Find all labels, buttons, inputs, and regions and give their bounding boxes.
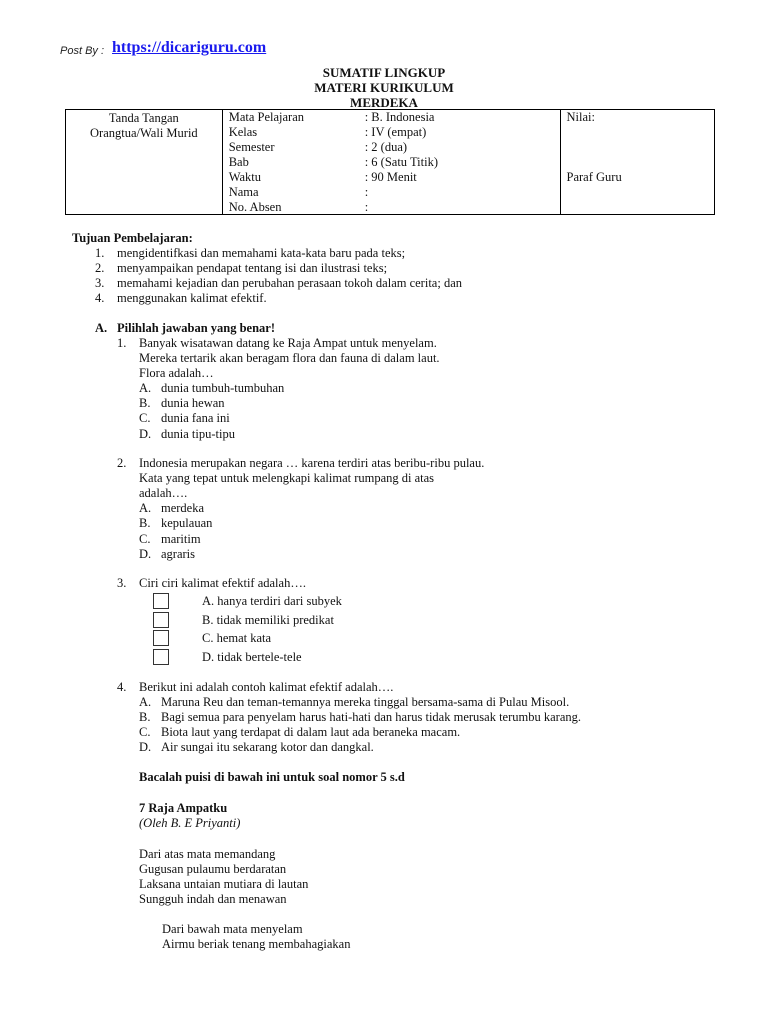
question-number: 4. [117,680,127,694]
option-letter: D. [139,740,152,754]
option-text[interactable]: Air sungai itu sekarang kotor dan dangkal. [161,740,374,754]
option-letter: D. [139,547,152,561]
objective-text: memahami kejadian dan perubahan perasaan tokoh dalam cerita; dan [117,276,462,290]
answer-checkbox[interactable] [153,630,169,646]
option-letter: B. [139,516,151,530]
option-text[interactable]: agraris [161,547,196,561]
objective-num: 4. [95,291,105,305]
option-text[interactable]: Biota laut yang terdapat di dalam laut ada beraneka macam. [161,725,461,739]
objectives-heading: Tujuan Pembelajaran: [72,231,193,245]
poem-title: 7 Raja Ampatku [139,801,228,815]
option-text[interactable]: maritim [161,532,201,546]
poem-line: Gugusan pulaumu berdaratan [139,862,287,876]
option-text[interactable]: dunia hewan [161,396,225,410]
field-value: : B. Indonesia [364,110,435,124]
section-a-heading: Pilihlah jawaban yang benar! [117,321,276,335]
field-value: : [364,200,369,214]
poem-line: Dari atas mata memandang [139,847,276,861]
site-link[interactable]: https://dicariguru.com [112,39,267,56]
field-label: No. Absen [228,200,282,214]
nilai-label: Nilai: [566,110,595,124]
poem-line: Laksana untaian mutiara di lautan [139,877,309,891]
question-text: Banyak wisatawan datang ke Raja Ampat untuk menyelam. [139,336,437,350]
question-text: Kata yang tepat untuk melengkapi kalimat rumpang di atas [139,471,435,485]
signature-cell [66,110,223,215]
option-text[interactable]: merdeka [161,501,205,515]
page-title-line-2: MATERI KURIKULUM [314,80,454,95]
option-letter: A. [139,381,152,395]
option-text[interactable]: dunia tumbuh-tumbuhan [161,381,285,395]
reading-instruction: Bacalah puisi di bawah ini untuk soal nomor 5 s.d [139,770,405,784]
page-title-line-3: MERDEKA [350,95,418,110]
question-text: Indonesia merupakan negara … karena terdiri atas beribu-ribu pulau. [139,456,485,470]
option-text[interactable]: Bagi semua para penyelam harus hati-hati dan harus tidak merusak terumbu karang. [161,710,581,724]
question-text: Berikut ini adalah contoh kalimat efektif adalah…. [139,680,394,694]
score-cell [560,110,714,215]
fields-cell [222,110,560,215]
field-label: Mata Pelajaran [228,110,305,124]
field-label: Nama [228,185,259,199]
poem-line: Dari bawah mata menyelam [162,922,303,936]
poem-line: Airmu beriak tenang membahagiakan [162,937,351,951]
objective-text: mengidentifkasi dan memahami kata-kata baru pada teks; [117,246,406,260]
question-text: Ciri ciri kalimat efektif adalah…. [139,576,306,590]
option-text: D. tidak bertele-tele [202,650,302,664]
field-value: : 6 (Satu Titik) [364,155,438,169]
question-number: 3. [117,576,127,590]
option-text: B. tidak memiliki predikat [202,613,334,627]
field-label: Semester [228,140,275,154]
objective-num: 3. [95,276,105,290]
option-text[interactable]: dunia tipu-tipu [161,427,235,441]
answer-checkbox[interactable] [153,649,169,665]
option-letter: A. [139,695,152,709]
option-letter: D. [139,427,152,441]
field-label: Kelas [228,125,258,139]
question-text: Mereka tertarik akan beragam flora dan fauna di dalam laut. [139,351,440,365]
poem-author: (Oleh B. E Priyanti) [139,816,241,830]
field-value: : IV (empat) [364,125,427,139]
page-title-line-1: SUMATIF LINGKUP [322,65,446,80]
option-text[interactable]: Maruna Reu dan teman-temannya mereka tinggal bersama-sama di Pulau Misool. [161,695,570,709]
field-value: : 90 Menit [364,170,417,184]
option-text: A. hanya terdiri dari subyek [202,594,342,608]
field-label: Waktu [228,170,262,184]
answer-checkbox[interactable] [153,612,169,628]
field-value: : [364,185,369,199]
option-text[interactable]: kepulauan [161,516,213,530]
field-value: : 2 (dua) [364,140,408,154]
option-letter: B. [139,396,151,410]
objective-text: menyampaikan pendapat tentang isi dan ilustrasi teks; [117,261,388,275]
signature-line-2: Orangtua/Wali Murid [90,126,198,140]
answer-checkbox[interactable] [153,593,169,609]
section-a-label: A. [95,321,108,335]
question-text: Flora adalah… [139,366,214,380]
option-letter: A. [139,501,152,515]
option-letter: C. [139,532,151,546]
info-table [65,109,715,215]
option-letter: C. [139,725,151,739]
question-text: adalah…. [139,486,188,500]
option-letter: B. [139,710,151,724]
poem-line: Sungguh indah dan menawan [139,892,287,906]
option-letter: C. [139,411,151,425]
paraf-guru-label: Paraf Guru [566,170,622,184]
question-number: 1. [117,336,127,350]
post-by-label: Post By : [60,45,105,57]
option-text: C. hemat kata [202,631,272,645]
field-label: Bab [228,155,249,169]
objective-num: 1. [95,246,105,260]
objective-text: menggunakan kalimat efektif. [117,291,267,305]
option-text[interactable]: dunia fana ini [161,411,230,425]
question-number: 2. [117,456,127,470]
signature-line-1: Tanda Tangan [108,111,179,125]
objective-num: 2. [95,261,105,275]
